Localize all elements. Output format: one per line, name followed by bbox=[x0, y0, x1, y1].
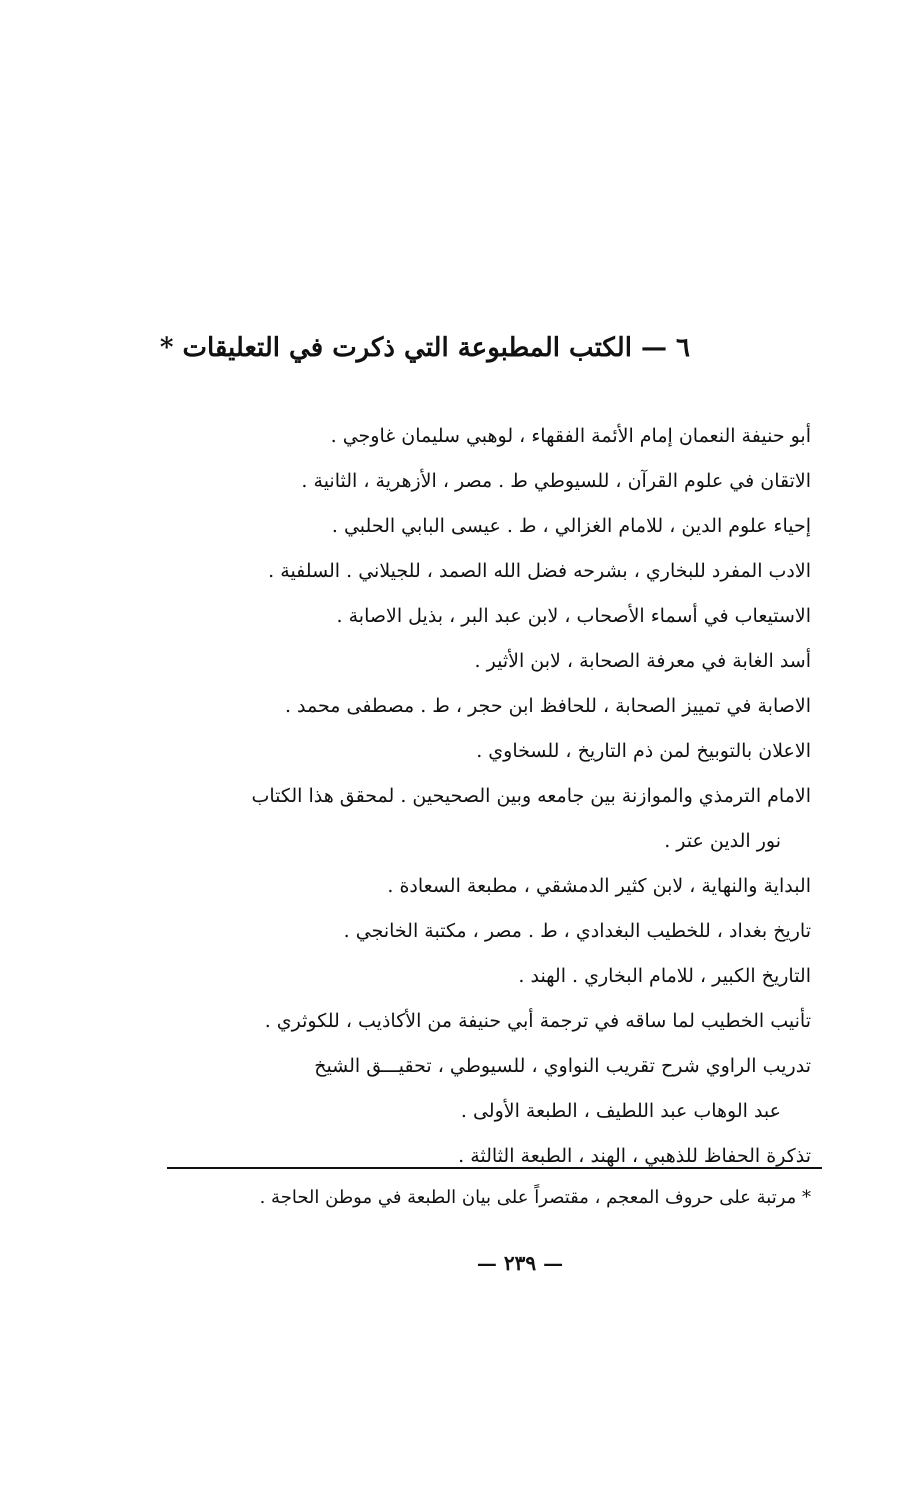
bibliography-entry: إحياء علوم الدين ، للامام الغزالي ، ط . عيسى البابي الحلبي . bbox=[331, 515, 811, 537]
page-number: — ٢٣٩ — bbox=[476, 1251, 564, 1275]
footnote: * مرتبة على حروف المعجم ، مقتصراً على بيان الطبعة في موطن الحاجة . bbox=[259, 1187, 811, 1208]
bibliography-entry: البداية والنهاية ، لابن كثير الدمشقي ، مطبعة السعادة . bbox=[387, 875, 811, 897]
bibliography-entry: تأنيب الخطيب لما ساقه في ترجمة أبي حنيفة من الأكاذيب ، للكوثري . bbox=[264, 1010, 811, 1032]
bibliography-entry: الامام الترمذي والموازنة بين جامعه وبين الصحيحين . لمحقق هذا الكتاب bbox=[251, 785, 811, 807]
footnote-divider bbox=[167, 1167, 822, 1169]
bibliography-entry-continuation: عبد الوهاب عبد اللطيف ، الطبعة الأولى . bbox=[460, 1100, 781, 1122]
bibliography-entry: تذكرة الحفاظ للذهبي ، الهند ، الطبعة الثالثة . bbox=[458, 1145, 811, 1167]
bibliography-entry: أسد الغابة في معرفة الصحابة ، لابن الأثير . bbox=[474, 650, 811, 672]
bibliography-entry: التاريخ الكبير ، للامام البخاري . الهند . bbox=[518, 965, 811, 987]
bibliography-entry: تاريخ بغداد ، للخطيب البغدادي ، ط . مصر ، مكتبة الخانجي . bbox=[343, 920, 811, 942]
bibliography-entry-continuation: نور الدين عتر . bbox=[664, 830, 781, 852]
bibliography-entry: الاعلان بالتوبيخ لمن ذم التاريخ ، للسخاوي . bbox=[476, 740, 811, 762]
bibliography-list bbox=[171, 414, 811, 1179]
bibliography-entry: الاصابة في تمييز الصحابة ، للحافظ ابن حجر ، ط . مصطفى محمد . bbox=[284, 695, 811, 717]
bibliography-entry: أبو حنيفة النعمان إمام الأئمة الفقهاء ، لوهبي سليمان غاوجي . bbox=[330, 425, 811, 447]
bibliography-entry: الادب المفرد للبخاري ، بشرحه فضل الله الصمد ، للجيلاني . السلفية . bbox=[268, 560, 811, 582]
section-heading: ٦ — الكتب المطبوعة التي ذكرت في التعليقات * bbox=[159, 333, 690, 363]
bibliography-entry: تدريب الراوي شرح تقريب النواوي ، للسيوطي ، تحقيـــق الشيخ bbox=[314, 1055, 811, 1077]
bibliography-entry: الاتقان في علوم القرآن ، للسيوطي ط . مصر ، الأزهرية ، الثانية . bbox=[301, 470, 811, 492]
bibliography-entry: الاستيعاب في أسماء الأصحاب ، لابن عبد البر ، بذيل الاصابة . bbox=[336, 605, 811, 627]
